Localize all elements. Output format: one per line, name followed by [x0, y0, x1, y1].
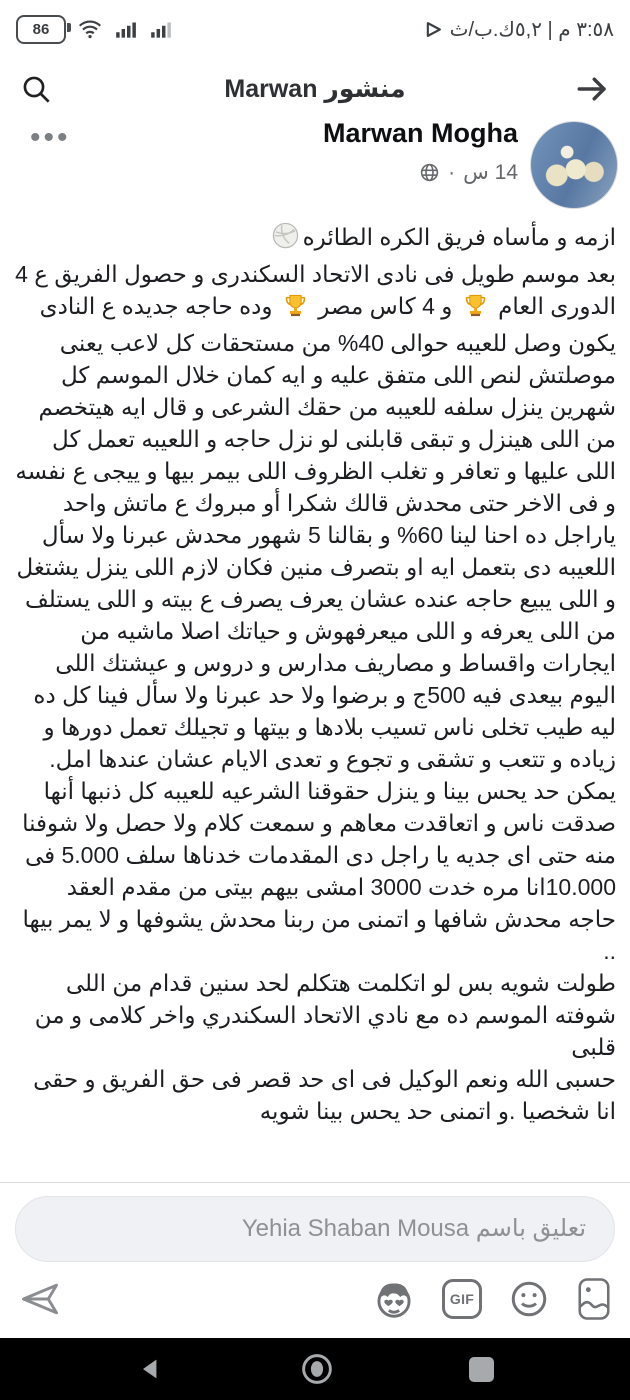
- composer-actions: [0, 1270, 630, 1338]
- comment-composer: [0, 1183, 630, 1270]
- trophy-icon: [462, 292, 489, 327]
- composer-icon-group: [372, 1276, 612, 1322]
- recents-square-icon: [469, 1357, 494, 1382]
- page-title: منشور Marwan: [224, 75, 406, 103]
- post-paragraph: حسبى الله ونعم الوكيل فى اى حد قصر فى حق الفريق و حقى انا شخصيا .و اتمنى حد يحس بينا شويه: [33, 1066, 616, 1124]
- smiley-icon: [508, 1278, 550, 1320]
- avatar[interactable]: [530, 121, 618, 209]
- volleyball-icon: [271, 221, 300, 258]
- send-icon: [18, 1277, 62, 1321]
- status-icons-group: [16, 15, 175, 44]
- trophy-icon: [282, 292, 309, 327]
- emoji-button[interactable]: [508, 1278, 550, 1320]
- post-author-info: [323, 122, 518, 185]
- nav-back-button[interactable]: [136, 1355, 164, 1383]
- avatar-sticker-icon: [372, 1277, 416, 1321]
- wifi-icon: [75, 16, 105, 42]
- nav-home-button[interactable]: [300, 1352, 334, 1386]
- gif-button[interactable]: [442, 1279, 482, 1319]
- status-bar: [0, 0, 630, 58]
- back-button[interactable]: [574, 71, 610, 107]
- comment-input[interactable]: [15, 1196, 615, 1262]
- search-button[interactable]: [20, 73, 52, 105]
- send-button[interactable]: [18, 1277, 62, 1321]
- battery-level: 86: [32, 20, 50, 38]
- globe-icon: [419, 162, 440, 183]
- post-options-button[interactable]: [24, 121, 77, 154]
- avatar-sticker-button[interactable]: [372, 1277, 416, 1321]
- post-paragraph: ازمه و مأساه فريق الكره الطائره: [14, 221, 616, 258]
- photo-button[interactable]: [576, 1276, 612, 1322]
- search-icon: [20, 73, 52, 105]
- author-name[interactable]: Marwan Mogha: [322, 122, 518, 148]
- back-triangle-icon: [136, 1355, 164, 1383]
- arrow-right-icon: [574, 71, 610, 107]
- status-time-group: [425, 17, 614, 42]
- play-icon: [425, 21, 442, 38]
- post-text: [0, 215, 630, 1182]
- signal-icon: [149, 16, 175, 42]
- gif-icon: GIF: [442, 1279, 482, 1319]
- signal-icon: [114, 16, 140, 42]
- time-display: ٣:٥٨ م | ٥,٢ك.ب/ث: [449, 18, 614, 41]
- battery-icon: [16, 15, 66, 44]
- post-meta: [323, 160, 518, 185]
- home-circle-icon: [300, 1352, 334, 1386]
- post-header: [0, 120, 630, 215]
- post-paragraph: بعد موسم طويل فى نادى الاتحاد السكندرى و حصول الفريق ع 4 الدورى العام و 4 كاس مصر وده حاجه جديده ع النادى يكون وصل للعيبه حوالى 40% من مستحقات كل لاعب يعنى موصلتش لنص اللى متفق عليه و ايه كمان خلال الموسم كل شهرين ينزل سلفه للعيبه من حقك الشرعى و قال ايه هيتخصم من اللى هينزل و تبقى قابلنى لو نزل حاجه و اللعيبه تعمل كل اللى عليها و تعافر و تغلب الظروف اللى بيمر بيها و ييجى ع نفسه و فى الاخر حتى محدش قالك شكرا أو مبروك ع ماتش واحد ياراجل ده احنا لينا 60% و بقالنا 5 شهور محدش عبرنا ولا سأل اللعيبه دى بتعمل ايه او بتصرف منين فكان لازم اللى ينزل يشتغل و اللى يبيع حاجه عنده عشان يعرف يصرف ع بيته و اللى يستلف من اللى يعرفه و اللى ميعرفهوش و حياتك اصلا ماشيه من ايجارات واقساط و مصاريف مدارس و دروس و عيشتك اللى اليوم بيعدى فيه 500ج و برضوا ولا حد عبرنا ولا سأل فينا كل ده ليه طيب تخلى ناس تسيب بلادها و بيتها و تجيلك تعمل دورها و زياده و تتعب و تشقى و تجوع و تعدى الايام عشان عندها امل. يمكن حد يحس بينا و ينزل حقوقنا الشرعيه للعيبه كل ذنبها أنها صدقت ناس و اتعاقدت معاهم و سمعت كلام ولا حصل ولا شوفنا منه حتى اى جديه يا راجل دى المقدمات خدناها سلف 5.000 فى 10.000انا مره خدت 3000 امشى بيهم بيتى من مقدم العقد حاجه محدش شافها و اتمنى من ربنا محدش يشوفها و لا يمر بيها ..: [15, 261, 616, 964]
- android-navbar: [0, 1338, 630, 1400]
- meta-separator: ·: [448, 160, 456, 184]
- nav-recents-button[interactable]: [469, 1357, 494, 1382]
- post-time: 14 س: [463, 161, 518, 184]
- photo-icon: [576, 1276, 612, 1322]
- ellipsis-icon: •••: [30, 121, 71, 154]
- app-header: [0, 58, 630, 120]
- post-paragraph: طولت شويه بس لو اتكلمت هتكلم لحد سنين قدام من اللى شوفته الموسم ده مع نادي الاتحاد السكندري واخر كلامى و من قلبى: [34, 970, 616, 1060]
